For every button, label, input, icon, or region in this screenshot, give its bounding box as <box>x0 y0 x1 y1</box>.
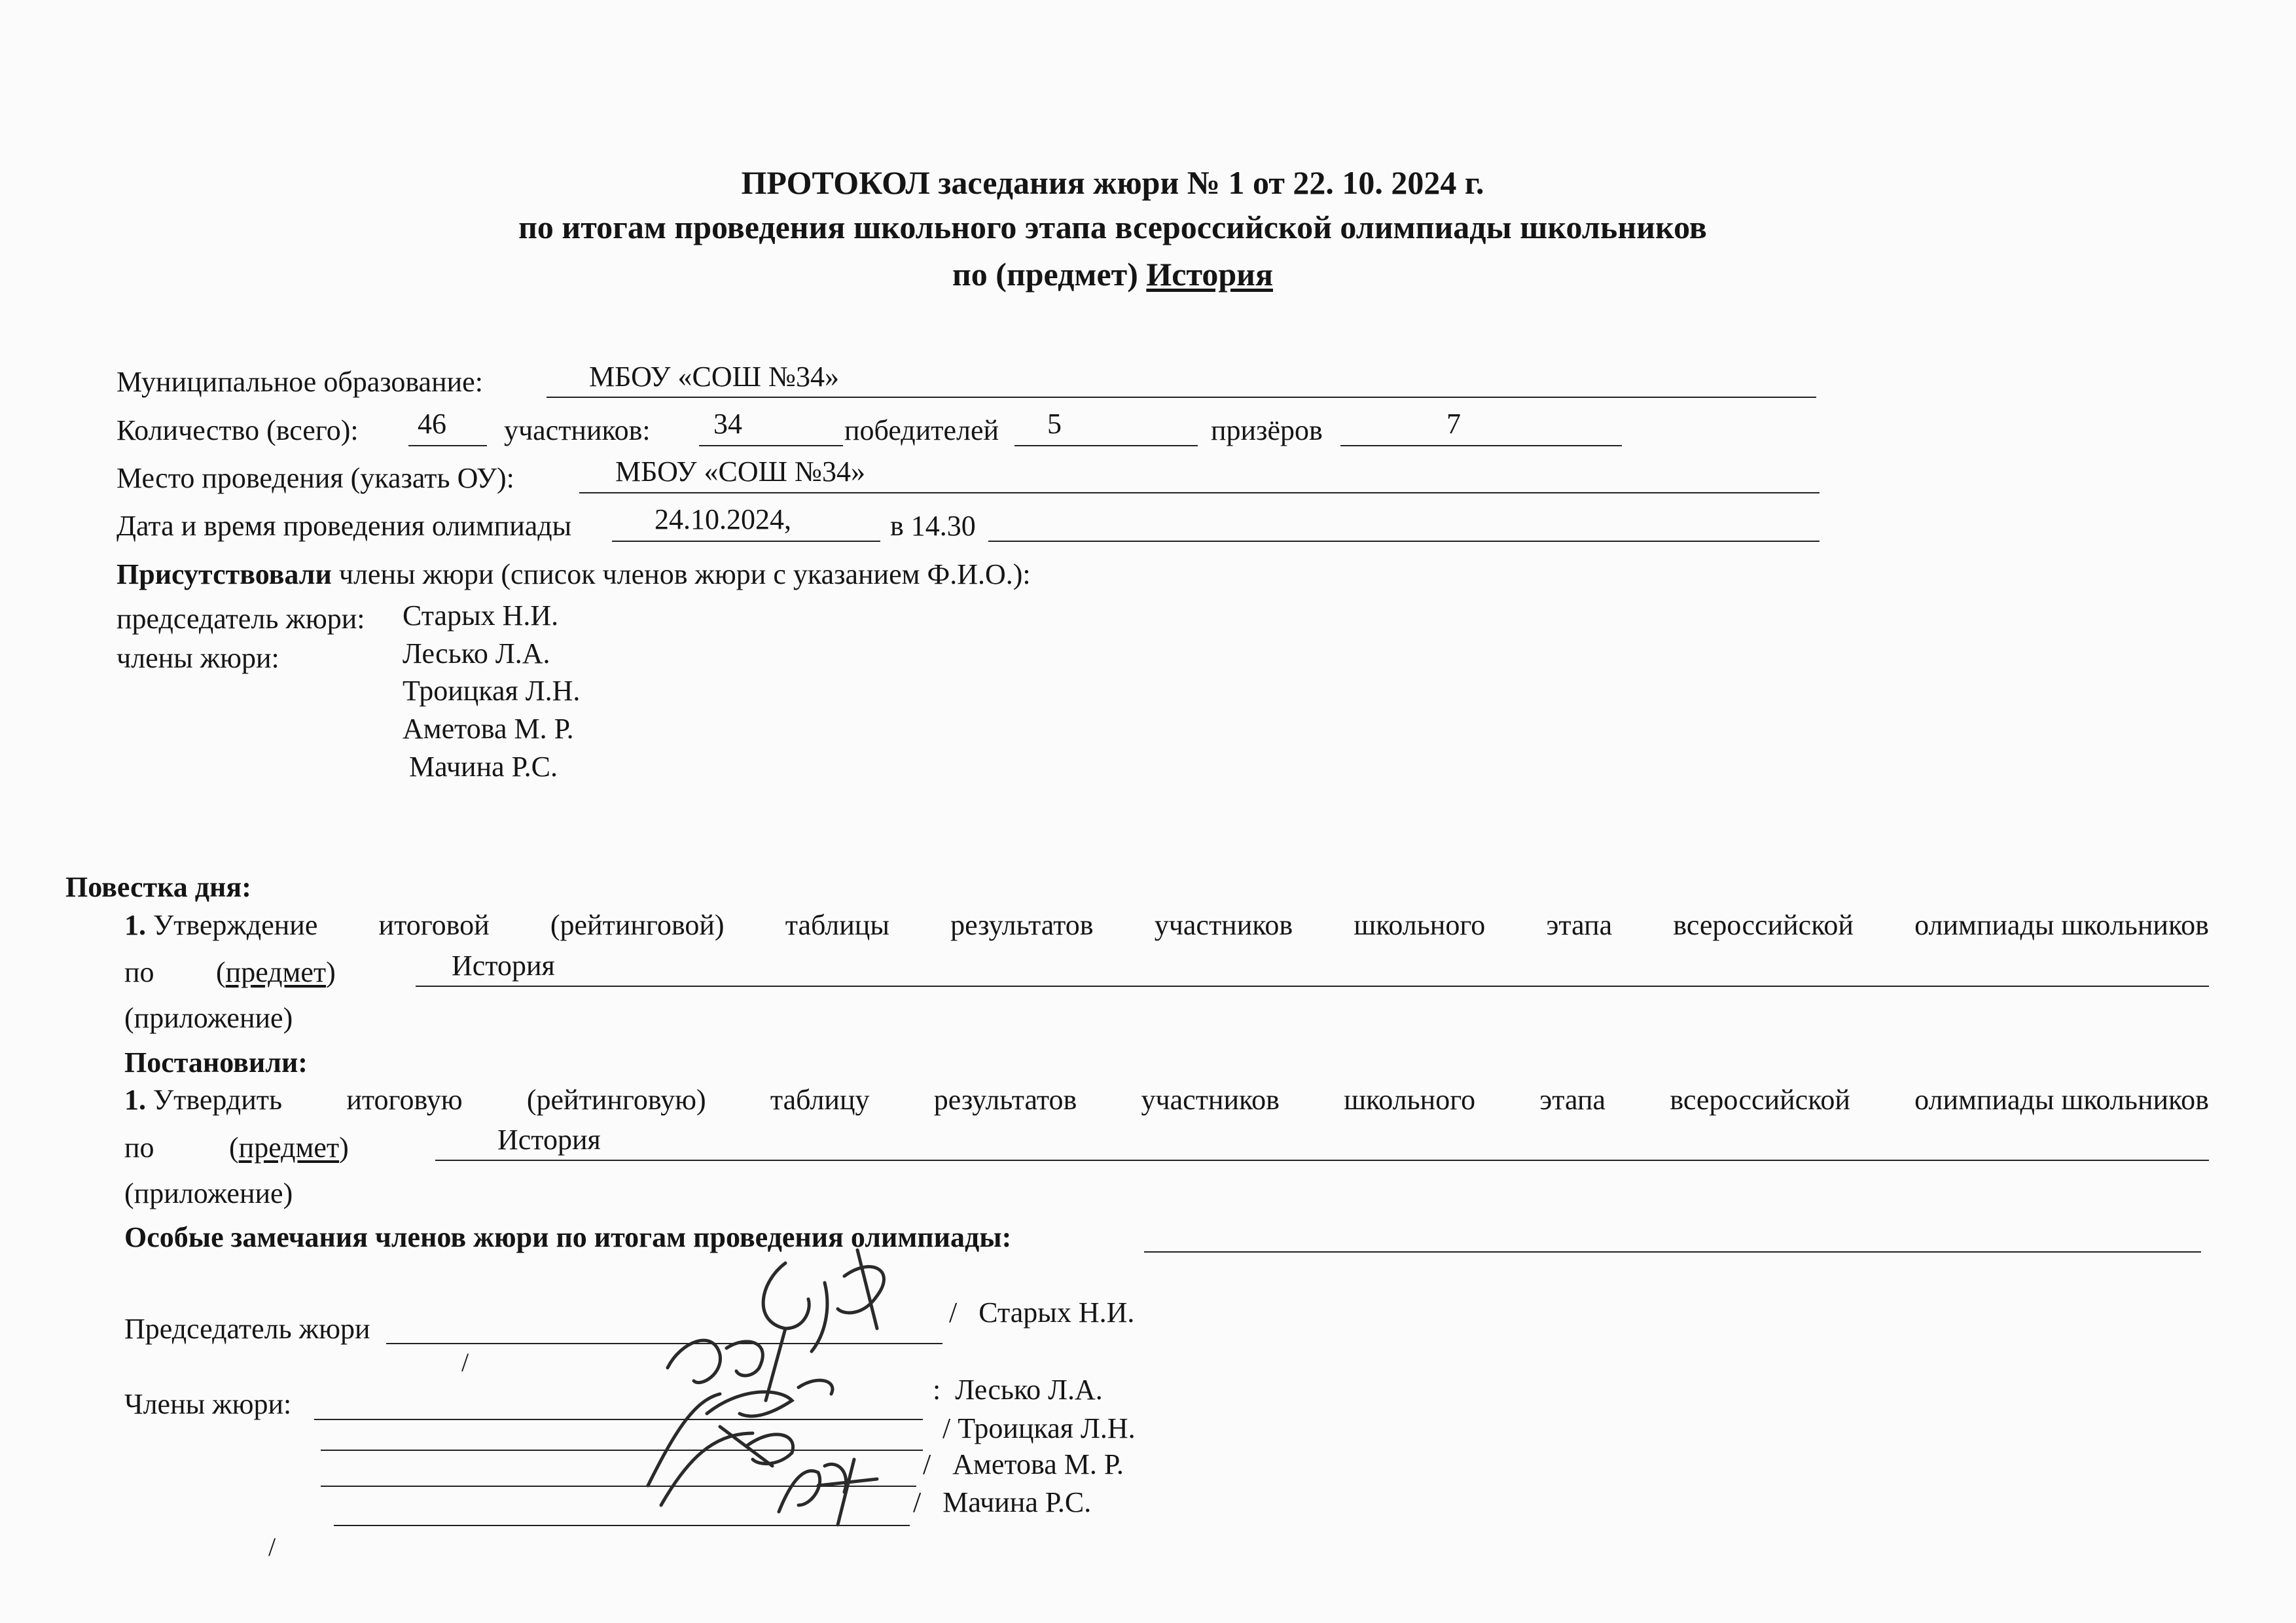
slash-mark: / <box>461 1347 469 1377</box>
subject-line: по (предмет) История <box>952 256 1274 293</box>
time-underline <box>988 541 1820 542</box>
date-underline <box>612 541 880 542</box>
count-total-value: 46 <box>418 408 446 440</box>
count-label: Количество (всего): <box>117 414 359 446</box>
prizewinners-value: 7 <box>1446 408 1461 440</box>
count-underline <box>408 445 487 446</box>
winners-underline <box>1014 445 1198 446</box>
member-2: Троицкая Л.Н. <box>403 675 581 707</box>
municipal-value: МБОУ «СОШ №34» <box>589 361 840 393</box>
agenda-subject-underline <box>416 986 2209 987</box>
chair-name: Старых Н.И. <box>403 599 559 632</box>
present-line: Присутствовали члены жюри (список членов жюри с указанием Ф.И.О.): <box>117 558 1031 590</box>
agenda-po: по <box>124 956 154 988</box>
decided-heading: Постановили: <box>124 1046 308 1079</box>
winners-value: 5 <box>1047 408 1062 440</box>
decided-po: по <box>124 1132 154 1164</box>
slash-mark-bottom: / <box>268 1532 276 1561</box>
participants-label: участников: <box>504 414 651 446</box>
agenda-appendix: (приложение) <box>124 1002 293 1034</box>
remarks-underline <box>1144 1251 2201 1253</box>
date-label: Дата и время проведения олимпиады <box>117 510 572 542</box>
remarks-label: Особые замечания членов жюри по итогам проведения олимпиады: <box>124 1221 1012 1253</box>
member-3: Аметова М. Р. <box>403 713 574 745</box>
signature-member-1: : Лесько Л.А. <box>933 1374 1103 1406</box>
decided-subject-label: (предмет) <box>229 1132 349 1164</box>
member-4: Мачина Р.С. <box>409 751 558 783</box>
member-1: Лесько Л.А. <box>403 637 550 669</box>
prizewinners-underline <box>1340 445 1622 446</box>
municipal-label: Муниципальное образование: <box>117 366 483 398</box>
date-value: 24.10.2024, <box>655 503 791 535</box>
signature-chair-name: / Старых Н.И. <box>949 1296 1135 1329</box>
signature-members-scribble <box>622 1315 897 1531</box>
page-title: ПРОТОКОЛ заседания жюри № 1 от 22. 10. 2024 г. <box>741 164 1484 201</box>
chair-label: председатель жюри: <box>117 603 365 635</box>
municipal-underline <box>547 397 1816 398</box>
place-label: Место проведения (указать ОУ): <box>117 462 514 494</box>
signature-members-label: Члены жюри: <box>124 1388 292 1420</box>
decided-subject-underline <box>435 1160 2209 1161</box>
signature-member-2: / Троицкая Л.Н. <box>942 1412 1136 1444</box>
agenda-heading: Повестка дня: <box>65 871 251 903</box>
participants-value: 34 <box>713 408 742 440</box>
participants-underline <box>699 445 843 446</box>
decided-appendix: (приложение) <box>124 1177 293 1209</box>
decided-subject-value: История <box>497 1124 601 1156</box>
members-label: члены жюри: <box>117 642 279 674</box>
signature-chair-label: Председатель жюри <box>124 1313 370 1345</box>
agenda-subject-label: (предмет) <box>216 956 336 988</box>
place-underline <box>579 492 1820 493</box>
winners-label: победителей <box>844 414 999 446</box>
prizewinners-label: призёров <box>1211 414 1323 446</box>
signature-member-4: / Мачина Р.С. <box>913 1486 1092 1518</box>
signature-member-3: / Аметова М. Р. <box>923 1448 1124 1480</box>
agenda-item-text: 1. Утверждение итоговой (рейтинговой) таблицы результатов участников школьного этапа всероссийской олимпиады школьников <box>124 909 2209 941</box>
place-value: МБОУ «СОШ №34» <box>615 455 866 488</box>
agenda-subject-value: История <box>452 950 555 982</box>
time-label: в 14.30 <box>890 510 976 542</box>
page-subtitle: по итогам проведения школьного этапа всероссийской олимпиады школьников <box>518 209 1707 245</box>
decided-item-text: 1. Утвердить итоговую (рейтинговую) таблицу результатов участников школьного этапа всероссийской олимпиады школьников <box>124 1084 2209 1116</box>
